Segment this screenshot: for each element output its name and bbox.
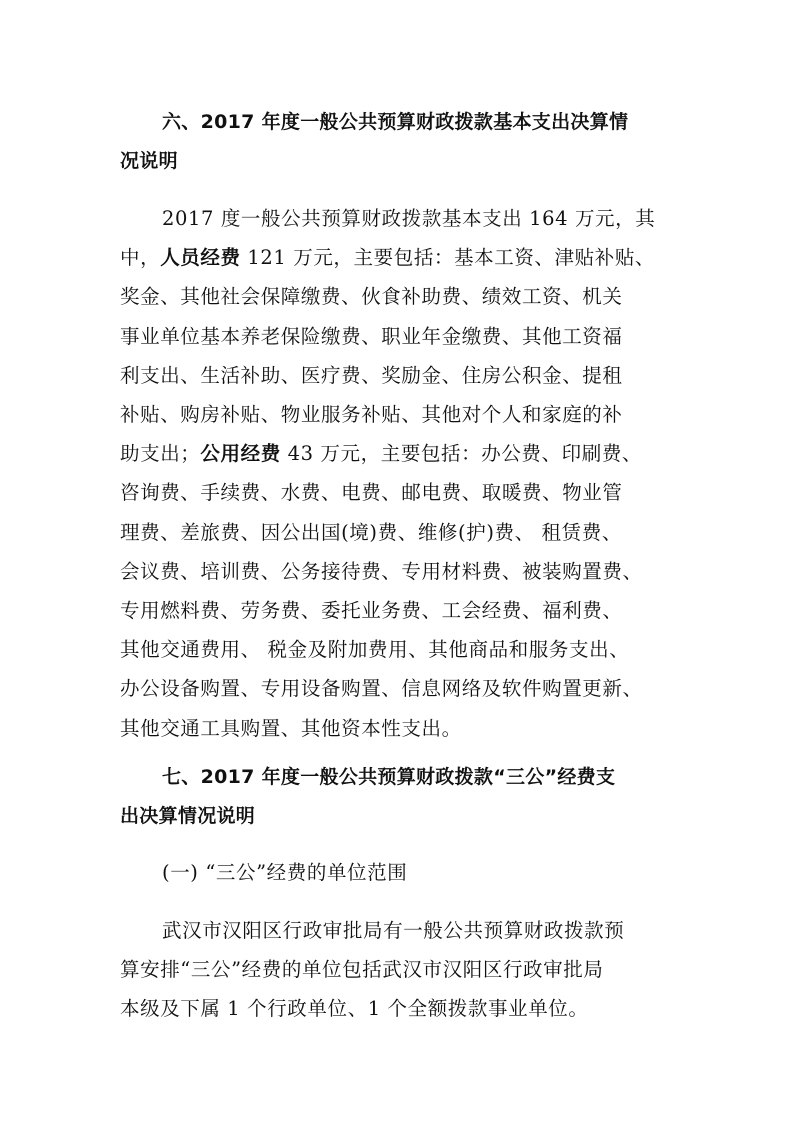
- public-expenses-term: 公用经费: [200, 442, 281, 466]
- paragraph-line: 本级及下属 1 个行政单位、1 个全额拨款事业单位。: [120, 997, 589, 1021]
- paragraph-line: 专用燃料费、劳务费、委托业务费、工会经费、福利费、: [120, 599, 623, 623]
- paragraph-text: 助支出；: [120, 442, 201, 466]
- subsection-title: (一) “三公”经费的单位范围: [162, 861, 408, 884]
- section7-heading: [120, 758, 680, 836]
- section6-paragraph: [120, 199, 695, 748]
- paragraph-line: 理费、差旅费、因公出国(境)费、维修(护)费、 租赁费、: [120, 520, 622, 544]
- section6-heading: [120, 103, 680, 181]
- paragraph-line: 武汉市汉阳区行政审批局有一般公共预算财政拨款预: [162, 919, 625, 942]
- section7-heading-line2: 出决算情况说明: [120, 805, 256, 827]
- paragraph-text: 43 万元，主要包括：办公费、印刷费、: [280, 442, 643, 466]
- personnel-expenses-term: 人员经费: [160, 246, 241, 270]
- paragraph-line: 算安排“三公”经费的单位包括武汉市汉阳区行政审批局: [120, 958, 604, 982]
- paragraph-text: 中，: [120, 246, 161, 270]
- paragraph-line: 事业单位基本养老保险缴费、职业年金缴费、其他工资福: [120, 324, 623, 348]
- paragraph-line: 2017 度一般公共预算财政拨款基本支出 164 万元，其: [162, 207, 656, 230]
- section6-heading-line1: 六、2017 年度一般公共预算财政拨款基本支出决算情: [162, 111, 629, 133]
- paragraph-line: 利支出、生活补助、医疗费、奖励金、住房公积金、提租: [120, 363, 623, 387]
- paragraph-line: 会议费、培训费、公务接待费、专用材料费、被装购置费、: [120, 559, 643, 583]
- subsection-paragraph: [120, 911, 695, 1029]
- paragraph-line: 其他交通费用、 税金及附加费用、其他商品和服务支出、: [120, 638, 630, 662]
- paragraph-line: 其他交通工具购置、其他资本性支出。: [120, 716, 462, 740]
- section7-heading-line1: 七、2017 年度一般公共预算财政拨款“三公”经费支: [162, 766, 616, 788]
- paragraph-line: [120, 434, 695, 473]
- paragraph-line: 补贴、购房补贴、物业服务补贴、其他对个人和家庭的补: [120, 403, 623, 427]
- paragraph-line: 咨询费、手续费、水费、电费、邮电费、取暖费、物业管: [120, 481, 623, 505]
- paragraph-text: 121 万元，主要包括：基本工资、津贴补贴、: [240, 246, 656, 270]
- paragraph-line: [120, 238, 695, 277]
- paragraph-line: 办公设备购置、专用设备购置、信息网络及软件购置更新、: [120, 677, 643, 701]
- paragraph-line: 奖金、其他社会保障缴费、伙食补助费、绩效工资、机关: [120, 285, 623, 309]
- section6-heading-line2: 况说明: [120, 150, 178, 172]
